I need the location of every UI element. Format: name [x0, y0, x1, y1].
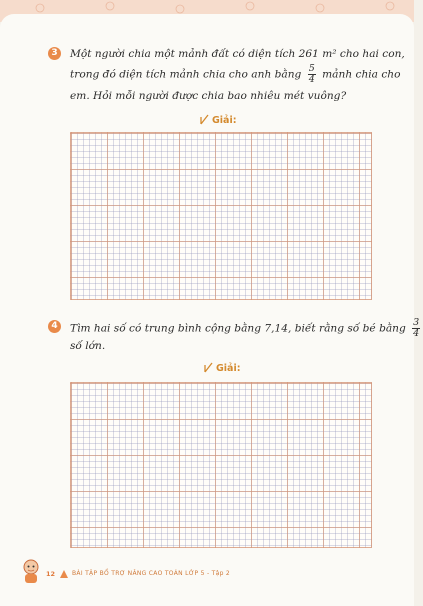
- fraction-denominator: 4: [413, 328, 420, 339]
- problem-4-line-1: [70, 318, 423, 339]
- problem-3-badge: 3: [48, 47, 61, 60]
- answer-label-3: [200, 114, 237, 126]
- fraction-numerator: 5: [308, 63, 315, 74]
- problem-3-line-2: [70, 64, 400, 85]
- page-footer: [20, 558, 400, 584]
- mascot-icon: [20, 558, 42, 584]
- problem-4-badge: 4: [48, 320, 61, 333]
- page-number: 12: [46, 570, 56, 578]
- pencil-mark-icon: [200, 114, 209, 125]
- book-title: BÀI TẬP BỔ TRỢ NÂNG CAO TOÁN LỚP 5 - Tập 2: [72, 570, 231, 577]
- triangle-icon: [60, 570, 68, 578]
- problem-3-line-3: em. Hỏi mỗi người được chia bao nhiêu mét vuông?: [70, 90, 347, 102]
- fraction-denominator: 4: [308, 74, 315, 85]
- fraction-three-fourths: [412, 318, 420, 339]
- answer-label-4-text: Giải:: [216, 363, 241, 374]
- fraction-five-fourths: [308, 64, 316, 85]
- pencil-mark-icon: [204, 362, 213, 373]
- fraction-numerator: 3: [413, 317, 420, 328]
- problem-3-line-2-end: mảnh chia cho: [322, 68, 401, 81]
- answer-label-3-text: Giải:: [212, 115, 237, 126]
- problem-4-line-2: số lớn.: [70, 340, 106, 352]
- problem-4-line-1-text: Tìm hai số có trung bình cộng bằng 7,14, biết rằng số bé bằng: [70, 322, 406, 335]
- answer-grid-4[interactable]: [70, 382, 372, 548]
- problem-3-line-1: Một người chia một mảnh đất có diện tích 261 m² cho hai con,: [70, 48, 405, 60]
- answer-label-4: [204, 362, 241, 374]
- answer-grid-3[interactable]: [70, 132, 372, 300]
- problem-3-line-2-start: trong đó diện tích mảnh chia cho anh bằng: [70, 68, 302, 81]
